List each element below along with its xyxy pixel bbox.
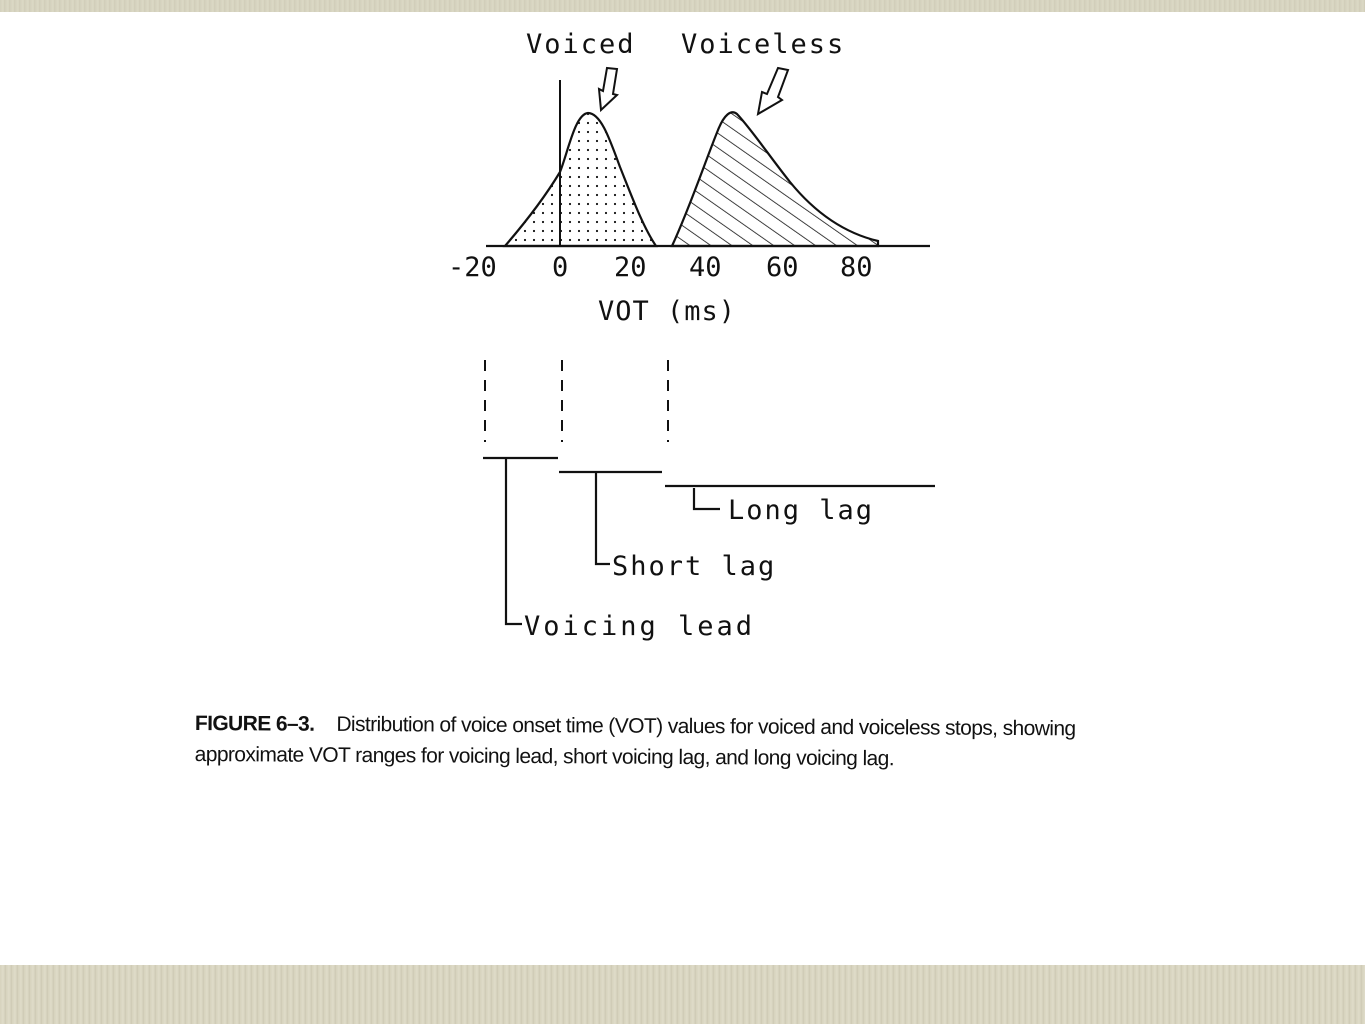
bottom-border-band [0,965,1365,1024]
short-lag-label: Short lag [612,551,777,582]
figure-caption [195,708,1095,775]
voiceless-distribution-curve [672,112,878,246]
voicing-lead-label: Voicing lead [524,611,756,642]
tick-label: 80 [840,252,873,283]
tick-label: -20 [448,252,497,283]
tick-label: 20 [614,252,647,283]
voiceless-arrow-icon [758,68,788,114]
tick-label: 40 [689,252,722,283]
top-border-band [0,0,1365,12]
slide [0,12,1365,965]
caption-text: Distribution of voice onset time (VOT) values for voiced and voiceless stops, showing approximate VOT ranges for voicing lead, short voicing lag, and long voicing lag. [194,712,1076,771]
tick-label: 60 [766,252,799,283]
voiced-label: Voiced [526,29,636,60]
vot-distribution-figure [0,12,1365,965]
long-lag-label: Long lag [728,495,875,526]
voiced-distribution-curve [505,113,656,246]
tick-label: 0 [552,252,569,283]
range-guides [485,360,668,442]
caption-label: FIGURE 6–3. [194,711,315,736]
axis-title: VOT (ms) [598,296,737,327]
range-brackets [483,458,935,624]
voiceless-label: Voiceless [681,29,846,60]
voiced-arrow-icon [599,68,617,110]
